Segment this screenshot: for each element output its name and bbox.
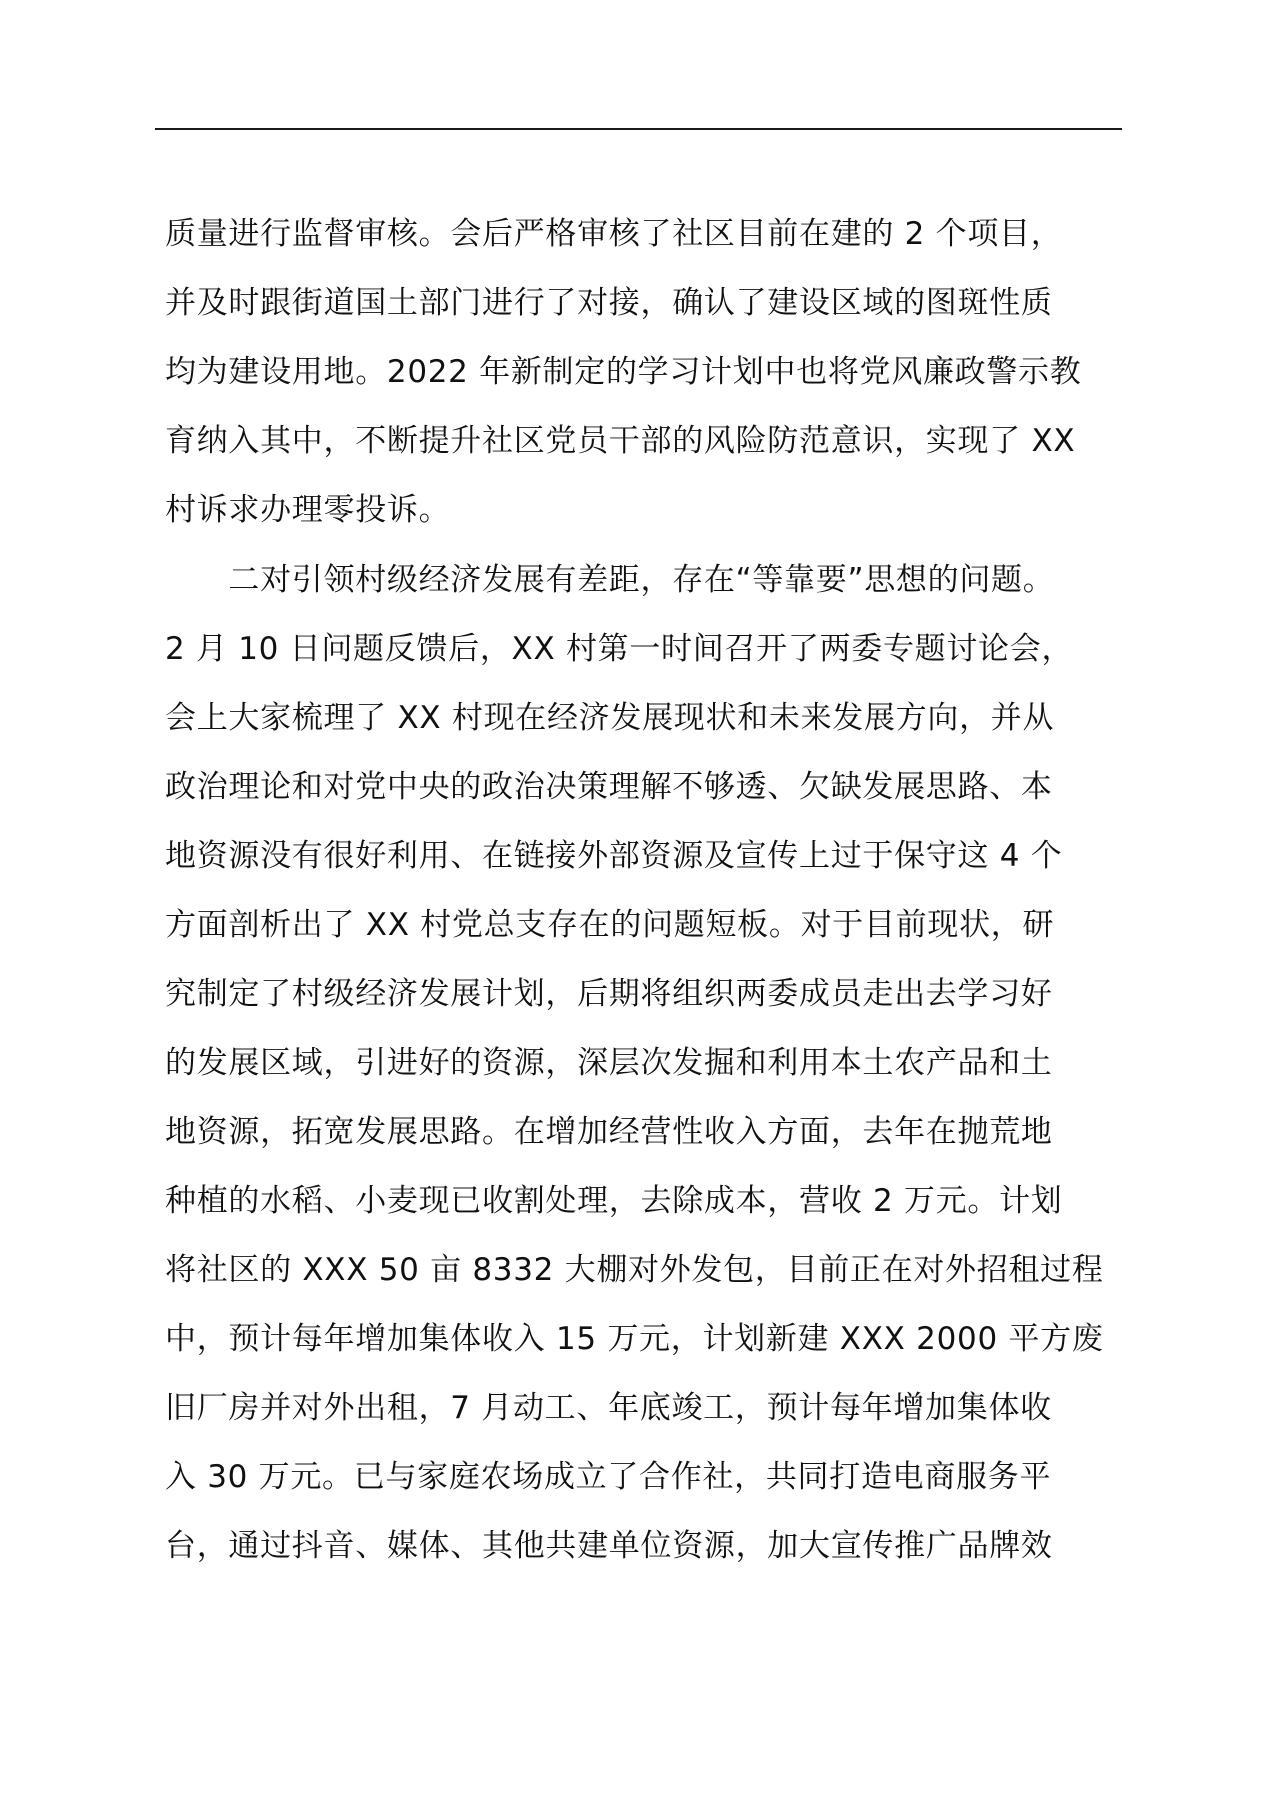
body-text-line: 并及时跟街道国土部门进行了对接，确认了建设区域的图斑性质 xyxy=(165,285,1053,321)
body-text-line: 二对引领村级经济发展有差距，存在“等靠要”思想的问题。 xyxy=(165,562,1055,598)
body-text-line: 将社区的 XXX 50 亩 8332 大棚对外发包，目前正在对外招租过程 xyxy=(165,1252,1104,1288)
body-text-line: 中，预计每年增加集体收入 15 万元，计划新建 XXX 2000 平方废 xyxy=(165,1321,1104,1357)
body-text-line: 台，通过抖音、媒体、其他共建单位资源，加大宣传推广品牌效 xyxy=(165,1528,1053,1564)
body-text-line: 村诉求办理零投诉。 xyxy=(165,492,451,528)
body-text-line: 的发展区域，引进好的资源，深层次发掘和利用本土农产品和土 xyxy=(165,1045,1053,1081)
body-text-line: 旧厂房并对外出租，7 月动工、年底竣工，预计每年增加集体收 xyxy=(165,1390,1052,1426)
body-text-line: 会上大家梳理了 XX 村现在经济发展现状和未来发展方向，并从 xyxy=(165,700,1055,736)
header-rule xyxy=(155,128,1122,130)
body-text-line: 均为建设用地。2022 年新制定的学习计划中也将党风廉政警示教 xyxy=(165,354,1082,390)
body-text-line: 究制定了村级经济发展计划，后期将组织两委成员走出去学习好 xyxy=(165,976,1053,1012)
body-text-line: 地资源，拓宽发展思路。在增加经营性收入方面，去年在抛荒地 xyxy=(165,1114,1053,1150)
body-text-line: 2 月 10 日问题反馈后，XX 村第一时间召开了两委专题讨论会， xyxy=(165,631,1074,667)
body-text-line: 政治理论和对党中央的政治决策理解不够透、欠缺发展思路、本 xyxy=(165,769,1053,805)
body-text-line: 育纳入其中，不断提升社区党员干部的风险防范意识，实现了 XX xyxy=(165,423,1076,459)
body-text-line: 入 30 万元。已与家庭农场成立了合作社，共同打造电商服务平 xyxy=(165,1459,1052,1495)
body-text-line: 质量进行监督审核。会后严格审核了社区目前在建的 2 个项目， xyxy=(165,216,1063,252)
body-text-line: 种植的水稻、小麦现已收割处理，去除成本，营收 2 万元。计划 xyxy=(165,1183,1063,1219)
body-text-line: 地资源没有很好利用、在链接外部资源及宣传上过于保守这 4 个 xyxy=(165,838,1063,874)
body-text-line: 方面剖析出了 XX 村党总支存在的问题短板。对于目前现状，研 xyxy=(165,907,1055,943)
